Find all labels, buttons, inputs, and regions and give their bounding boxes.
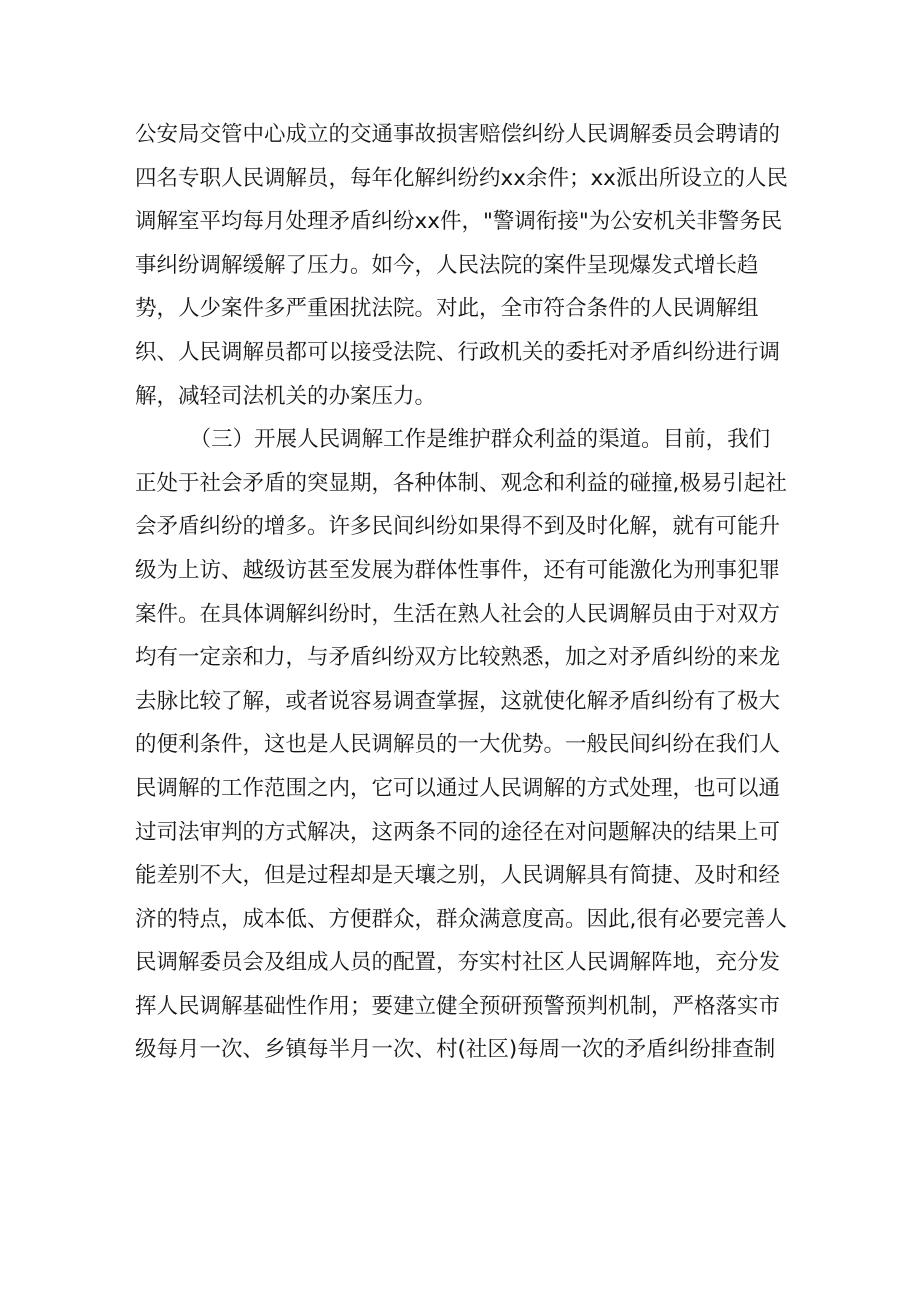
text-line: 级每月一次、乡镇每半月一次、村(社区)每周一次的矛盾纠纷排查制 — [135, 1037, 776, 1063]
text-line: 的便利条件，这也是人民调解员的一大优势。一般民间纠纷在我们人 — [135, 732, 781, 758]
text-line: 能差别不大，但是过程却是天壤之别，人民调解具有简捷、及时和经 — [135, 863, 781, 889]
text-line: 去脉比较了解，或者说容易调查掌握，这就使化解矛盾纠纷有了极大 — [135, 688, 781, 714]
body-text — [135, 113, 795, 1072]
text-line: 案件。在具体调解纠纷时，生活在熟人社会的人民调解员由于对双方 — [135, 601, 781, 627]
text-line: 调解室平均每月处理矛盾纠纷xx件，"警调衔接"为公安机关非警务民 — [135, 209, 783, 235]
text-line: 公安局交管中心成立的交通事故损害赔偿纠纷人民调解委员会聘请的 — [135, 122, 781, 147]
text-line: 四名专职人民调解员，每年化解纠纷约xx余件；xx派出所设立的人民 — [135, 165, 788, 191]
text-line: 级为上访、越级访甚至发展为群体性事件，还有可能激化为刑事犯罪 — [135, 557, 781, 583]
section-heading-line: （三）开展人民调解工作是维护群众利益的渠道。目前，我们 — [135, 427, 771, 453]
text-line: 民调解的工作范围之内，它可以通过人民调解的方式处理，也可以通 — [135, 775, 781, 801]
text-line: 均有一定亲和力，与矛盾纠纷双方比较熟悉，加之对矛盾纠纷的来龙 — [135, 645, 781, 671]
text-line: 正处于社会矛盾的突显期，各种体制、观念和利益的碰撞,极易引起社 — [135, 470, 787, 496]
text-line: 解，减轻司法机关的办案压力。 — [135, 383, 437, 409]
text-line: 事纠纷调解缓解了压力。如今，人民法院的案件呈现爆发式增长趋 — [135, 252, 759, 278]
text-line: 势，人少案件多严重困扰法院。对此，全市符合条件的人民调解组 — [135, 296, 759, 322]
text-line: 会矛盾纠纷的增多。许多民间纠纷如果得不到及时化解，就有可能升 — [135, 514, 781, 540]
text-line: 织、人民调解员都可以接受法院、行政机关的委托对矛盾纠纷进行调 — [135, 339, 781, 365]
text-line: 挥人民调解基础性作用；要建立健全预研预警预判机制，严格落实市 — [135, 993, 781, 1019]
text-line: 过司法审判的方式解决，这两条不同的途径在对问题解决的结果上可 — [135, 819, 781, 845]
text-line: 民调解委员会及组成人员的配置，夯实村社区人民调解阵地，充分发 — [135, 950, 781, 976]
text-line: 济的特点，成本低、方便群众，群众满意度高。因此,很有必要完善人 — [135, 906, 787, 932]
